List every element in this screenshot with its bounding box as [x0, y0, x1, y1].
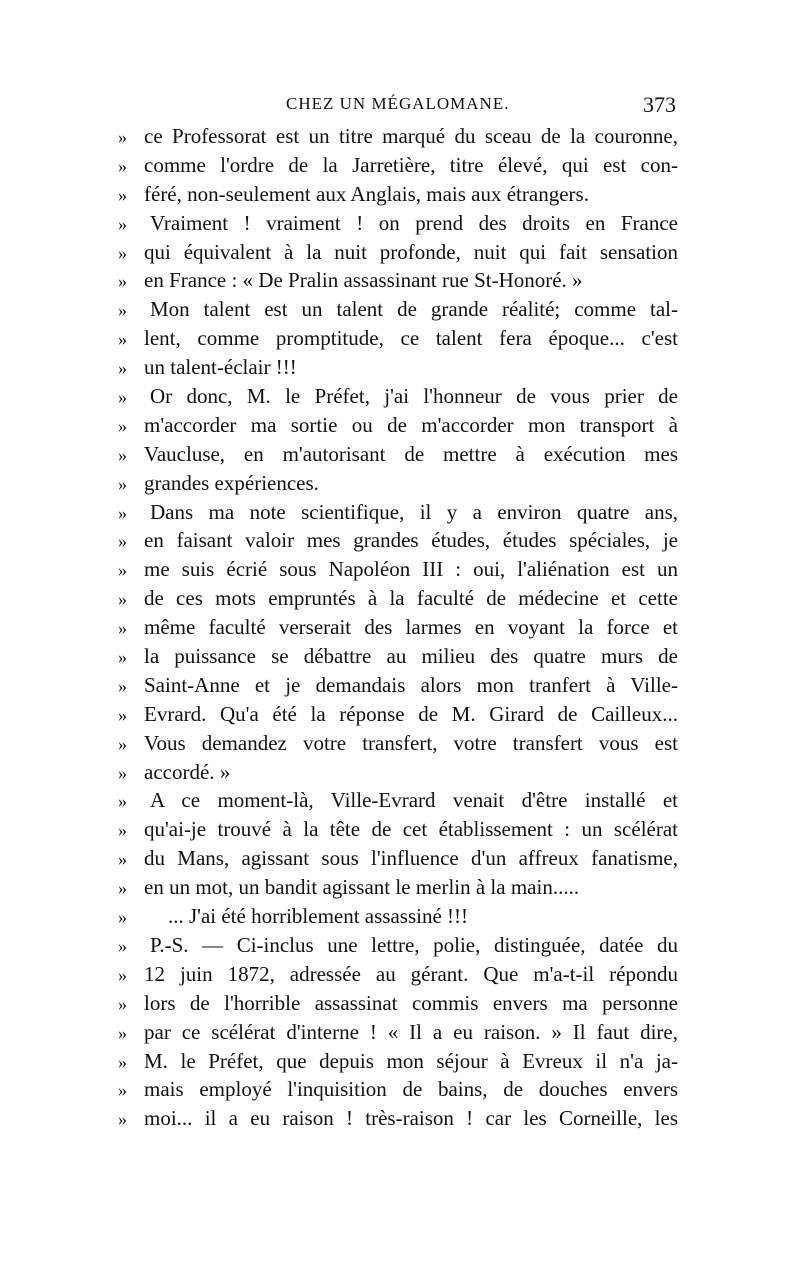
line-text: Vraiment ! vraiment ! on prend des droits en France [150, 210, 678, 235]
quote-mark: » [118, 358, 127, 379]
quote-mark: » [118, 791, 127, 812]
quote-mark: » [118, 271, 127, 292]
quote-mark: » [118, 387, 127, 408]
line-text: un talent-éclair !!! [144, 355, 297, 380]
quote-mark: » [118, 820, 127, 841]
text-line [118, 931, 678, 960]
text-line [118, 180, 678, 209]
line-text: Dans ma note scientifique, il y a environ quatre ans, [150, 499, 678, 524]
text-line [118, 1075, 678, 1104]
quote-mark: » [118, 473, 127, 494]
quote-mark: » [118, 964, 127, 985]
text-line [118, 786, 678, 815]
text-line [118, 238, 678, 267]
text-line [118, 1018, 678, 1047]
line-text: Evrard. Qu'a été la réponse de M. Girard de Cailleux... [144, 701, 678, 726]
text-line [118, 498, 678, 527]
text-line [118, 526, 678, 555]
page-number: 373 [643, 92, 676, 117]
quote-mark: » [118, 502, 127, 523]
quote-mark: » [118, 849, 127, 870]
text-line [118, 873, 678, 902]
text-line [118, 758, 678, 787]
line-text: lent, comme promptitude, ce talent fera époque... c'est [144, 326, 678, 351]
line-text: me suis écrié sous Napoléon III : oui, l'aliénation est un [144, 557, 678, 582]
line-text: même faculté verserait des larmes en voyant la force et [144, 615, 678, 640]
quote-mark: » [118, 675, 127, 696]
line-text: par ce scélérat d'interne ! « Il a eu raison. » Il faut dire, [144, 1019, 678, 1044]
text-line [118, 555, 678, 584]
line-text: de ces mots empruntés à la faculté de médecine et cette [144, 586, 678, 611]
text-line [118, 1104, 678, 1133]
text-line [118, 902, 678, 931]
line-text: ce Professorat est un titre marqué du sceau de la couronne, [144, 124, 678, 148]
quote-mark: » [118, 878, 127, 899]
line-text: mais employé l'inquisition de bains, de douches envers [144, 1077, 678, 1102]
line-text: Vaucluse, en m'autorisant de mettre à exécution mes [144, 441, 678, 466]
text-line [118, 671, 678, 700]
text-line [118, 613, 678, 642]
text-line [118, 151, 678, 180]
quote-mark: » [118, 1051, 127, 1072]
line-text: qu'ai-je trouvé à la tête de cet établissement : un scélérat [144, 817, 678, 842]
quote-mark: » [118, 444, 127, 465]
quote-mark: » [118, 213, 127, 234]
line-text: ... J'ai été horriblement assassiné !!! [168, 904, 469, 929]
running-head [118, 92, 680, 120]
body-text [118, 122, 678, 1133]
text-line [118, 266, 678, 295]
quote-mark: » [118, 560, 127, 581]
quote-mark: » [118, 329, 127, 350]
quote-mark: » [118, 300, 127, 321]
text-line [118, 729, 678, 758]
quote-mark: » [118, 993, 127, 1014]
quote-mark: » [118, 589, 127, 610]
quote-mark: » [118, 762, 127, 783]
text-line [118, 700, 678, 729]
line-text: 12 juin 1872, adressée au gérant. Que m'a-t-il répondu [144, 961, 678, 986]
quote-mark: » [118, 1022, 127, 1043]
quote-mark: » [118, 184, 127, 205]
line-text: moi... il a eu raison ! très-raison ! car les Corneille, les [144, 1106, 678, 1131]
quote-mark: » [118, 127, 127, 147]
line-text: en un mot, un bandit agissant le merlin à la main..... [144, 875, 580, 900]
text-line [118, 324, 678, 353]
quote-mark: » [118, 415, 127, 436]
quote-mark: » [118, 935, 127, 956]
quote-mark: » [118, 618, 127, 639]
line-text: féré, non-seulement aux Anglais, mais aux étrangers. [144, 181, 589, 206]
text-line [118, 1047, 678, 1076]
text-line [118, 122, 678, 151]
text-line [118, 353, 678, 382]
quote-mark: » [118, 704, 127, 725]
quote-mark: » [118, 1109, 127, 1130]
line-text: grandes expériences. [144, 470, 319, 495]
line-text: P.-S. — Ci-inclus une lettre, polie, distinguée, datée du [150, 932, 678, 957]
text-line [118, 989, 678, 1018]
quote-mark: » [118, 647, 127, 668]
line-text: accordé. » [144, 759, 231, 784]
text-line [118, 960, 678, 989]
line-text: en faisant valoir mes grandes études, études spéciales, je [144, 528, 678, 553]
text-line [118, 642, 678, 671]
quote-mark: » [118, 1080, 127, 1101]
line-text: Vous demandez votre transfert, votre transfert vous est [144, 730, 678, 755]
line-text: M. le Préfet, que depuis mon séjour à Evreux il n'a ja- [144, 1048, 678, 1073]
line-text: la puissance se débattre au milieu des quatre murs de [144, 644, 678, 669]
quote-mark: » [118, 907, 127, 928]
text-line [118, 411, 678, 440]
text-line [118, 295, 678, 324]
text-line [118, 584, 678, 613]
line-text: lors de l'horrible assassinat commis envers ma personne [144, 990, 678, 1015]
line-text: A ce moment-là, Ville-Evrard venait d'être installé et [150, 788, 678, 813]
text-line [118, 844, 678, 873]
text-line [118, 382, 678, 411]
text-line [118, 815, 678, 844]
running-title: CHEZ UN MÉGALOMANE. [286, 94, 510, 113]
line-text: comme l'ordre de la Jarretière, titre élevé, qui est con- [144, 152, 678, 177]
text-line [118, 440, 678, 469]
line-text: Saint-Anne et je demandais alors mon tranfert à Ville- [144, 672, 678, 697]
quote-mark: » [118, 155, 127, 176]
line-text: du Mans, agissant sous l'influence d'un affreux fanatisme, [144, 846, 678, 871]
quote-mark: » [118, 242, 127, 263]
text-line [118, 469, 678, 498]
line-text: m'accorder ma sortie ou de m'accorder mon transport à [144, 412, 678, 437]
line-text: en France : « De Pralin assassinant rue St-Honoré. » [144, 268, 583, 293]
line-text: qui équivalent à la nuit profonde, nuit qui fait sensation [144, 239, 678, 264]
quote-mark: » [118, 733, 127, 754]
text-line [118, 209, 678, 238]
quote-mark: » [118, 531, 127, 552]
line-text: Mon talent est un talent de grande réalité; comme tal- [150, 297, 678, 322]
line-text: Or donc, M. le Préfet, j'ai l'honneur de vous prier de [150, 384, 678, 409]
